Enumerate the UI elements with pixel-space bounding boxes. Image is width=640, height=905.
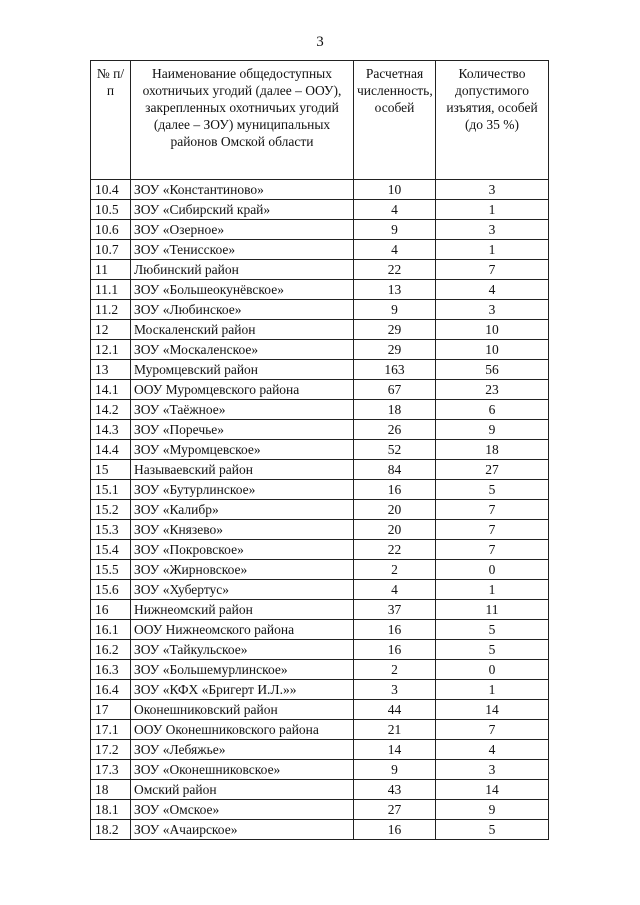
hunting-quota-table (90, 60, 549, 840)
row-estimated: 20 (354, 500, 436, 520)
row-name: ЗОУ «Покровское» (131, 540, 354, 560)
table-row (91, 580, 549, 600)
row-name: ЗОУ «Бутурлинское» (131, 480, 354, 500)
row-name: Любинский район (131, 260, 354, 280)
row-name: ЗОУ «Сибирский край» (131, 200, 354, 220)
table-row (91, 780, 549, 800)
row-name: ЗОУ «Тенисское» (131, 240, 354, 260)
table-row (91, 500, 549, 520)
row-number: 15.6 (91, 580, 131, 600)
row-number: 16.3 (91, 660, 131, 680)
row-estimated: 29 (354, 340, 436, 360)
row-quota: 5 (436, 640, 549, 660)
row-quota: 0 (436, 660, 549, 680)
row-number: 15.3 (91, 520, 131, 540)
row-name: ЗОУ «Любинское» (131, 300, 354, 320)
table-row (91, 360, 549, 380)
table-row (91, 720, 549, 740)
row-name: ООУ Нижнеомского района (131, 620, 354, 640)
table-row (91, 480, 549, 500)
header-estimated: Расчетная численность, особей (354, 61, 436, 180)
table-row (91, 180, 549, 200)
row-quota: 5 (436, 620, 549, 640)
row-name: ЗОУ «Озерное» (131, 220, 354, 240)
row-quota: 1 (436, 200, 549, 220)
table-row (91, 760, 549, 780)
row-name: ЗОУ «Князево» (131, 520, 354, 540)
row-quota: 23 (436, 380, 549, 400)
row-quota: 3 (436, 760, 549, 780)
table-row (91, 460, 549, 480)
row-quota: 3 (436, 300, 549, 320)
row-quota: 14 (436, 780, 549, 800)
row-number: 17.2 (91, 740, 131, 760)
table-row (91, 660, 549, 680)
row-estimated: 16 (354, 620, 436, 640)
row-number: 13 (91, 360, 131, 380)
table-row (91, 800, 549, 820)
row-name: Называевский район (131, 460, 354, 480)
table-row (91, 300, 549, 320)
page-number: 3 (316, 34, 324, 50)
row-estimated: 26 (354, 420, 436, 440)
row-quota: 7 (436, 500, 549, 520)
table-row (91, 400, 549, 420)
row-estimated: 2 (354, 660, 436, 680)
table-row (91, 640, 549, 660)
row-name: ЗОУ «КФХ «Бригерт И.Л.»» (131, 680, 354, 700)
row-number: 18 (91, 780, 131, 800)
row-name: ЗОУ «Тайкульское» (131, 640, 354, 660)
row-number: 15.2 (91, 500, 131, 520)
row-number: 14.3 (91, 420, 131, 440)
row-quota: 27 (436, 460, 549, 480)
row-quota: 4 (436, 740, 549, 760)
row-name: ЗОУ «Большеокунёвское» (131, 280, 354, 300)
row-quota: 0 (436, 560, 549, 580)
row-quota: 9 (436, 420, 549, 440)
row-quota: 6 (436, 400, 549, 420)
row-name: Омский район (131, 780, 354, 800)
row-estimated: 4 (354, 240, 436, 260)
row-estimated: 16 (354, 480, 436, 500)
row-name: Москаленский район (131, 320, 354, 340)
row-name: ЗОУ «Омское» (131, 800, 354, 820)
row-estimated: 22 (354, 260, 436, 280)
table-row (91, 240, 549, 260)
row-quota: 5 (436, 820, 549, 840)
row-name: ЗОУ «Хубертус» (131, 580, 354, 600)
row-estimated: 37 (354, 600, 436, 620)
row-number: 16.2 (91, 640, 131, 660)
table-row (91, 520, 549, 540)
row-number: 10.7 (91, 240, 131, 260)
table-row (91, 220, 549, 240)
row-estimated: 13 (354, 280, 436, 300)
row-name: Оконешниковский район (131, 700, 354, 720)
row-number: 18.1 (91, 800, 131, 820)
table-row (91, 260, 549, 280)
row-number: 14.1 (91, 380, 131, 400)
row-estimated: 163 (354, 360, 436, 380)
table-row (91, 320, 549, 340)
row-estimated: 3 (354, 680, 436, 700)
row-name: ЗОУ «Лебяжье» (131, 740, 354, 760)
row-name: ЗОУ «Таёжное» (131, 400, 354, 420)
table-row (91, 280, 549, 300)
row-estimated: 22 (354, 540, 436, 560)
row-estimated: 10 (354, 180, 436, 200)
row-estimated: 44 (354, 700, 436, 720)
row-estimated: 14 (354, 740, 436, 760)
row-number: 12 (91, 320, 131, 340)
row-number: 15 (91, 460, 131, 480)
row-number: 14.4 (91, 440, 131, 460)
row-number: 16 (91, 600, 131, 620)
header-num: № п/п (91, 61, 131, 180)
row-quota: 7 (436, 520, 549, 540)
table-row (91, 680, 549, 700)
row-quota: 18 (436, 440, 549, 460)
row-name: ЗОУ «Поречье» (131, 420, 354, 440)
header-quota: Количество допустимого изъятия, особей (до 35 %) (436, 61, 549, 180)
table-row (91, 420, 549, 440)
row-estimated: 18 (354, 400, 436, 420)
table-row (91, 740, 549, 760)
table-row (91, 540, 549, 560)
row-quota: 1 (436, 240, 549, 260)
row-name: ЗОУ «Ачаирское» (131, 820, 354, 840)
row-quota: 11 (436, 600, 549, 620)
row-quota: 3 (436, 180, 549, 200)
row-estimated: 29 (354, 320, 436, 340)
row-number: 11.1 (91, 280, 131, 300)
row-estimated: 27 (354, 800, 436, 820)
table-row (91, 700, 549, 720)
row-number: 12.1 (91, 340, 131, 360)
row-quota: 9 (436, 800, 549, 820)
table-row (91, 560, 549, 580)
row-number: 10.6 (91, 220, 131, 240)
table-row (91, 340, 549, 360)
table-body (91, 180, 549, 840)
row-name: ЗОУ «Константиново» (131, 180, 354, 200)
row-name: Нижнеомский район (131, 600, 354, 620)
row-quota: 3 (436, 220, 549, 240)
row-quota: 7 (436, 540, 549, 560)
row-estimated: 43 (354, 780, 436, 800)
row-number: 15.4 (91, 540, 131, 560)
row-estimated: 9 (354, 220, 436, 240)
row-name: ЗОУ «Жирновское» (131, 560, 354, 580)
table-header-row (91, 61, 549, 180)
row-number: 16.4 (91, 680, 131, 700)
table-row (91, 600, 549, 620)
row-quota: 7 (436, 260, 549, 280)
row-estimated: 16 (354, 820, 436, 840)
row-estimated: 4 (354, 580, 436, 600)
header-name: Наименование общедоступных охотничьих угодий (далее – ООУ), закрепленных охотничьих угодий (далее – ЗОУ) муниципальных районов Омской области (131, 61, 354, 180)
row-number: 15.1 (91, 480, 131, 500)
row-name: Муромцевский район (131, 360, 354, 380)
row-estimated: 84 (354, 460, 436, 480)
row-estimated: 9 (354, 760, 436, 780)
row-name: ЗОУ «Муромцевское» (131, 440, 354, 460)
table-row (91, 200, 549, 220)
row-number: 11 (91, 260, 131, 280)
row-quota: 5 (436, 480, 549, 500)
row-number: 17.3 (91, 760, 131, 780)
row-number: 14.2 (91, 400, 131, 420)
row-estimated: 2 (354, 560, 436, 580)
table-row (91, 620, 549, 640)
row-name: ЗОУ «Большемурлинское» (131, 660, 354, 680)
row-estimated: 4 (354, 200, 436, 220)
row-number: 16.1 (91, 620, 131, 640)
row-quota: 14 (436, 700, 549, 720)
table-row (91, 440, 549, 460)
row-number: 15.5 (91, 560, 131, 580)
row-estimated: 67 (354, 380, 436, 400)
row-estimated: 16 (354, 640, 436, 660)
table-row (91, 820, 549, 840)
row-name: ЗОУ «Калибр» (131, 500, 354, 520)
row-quota: 1 (436, 680, 549, 700)
row-name: ООУ Оконешниковского района (131, 720, 354, 740)
row-number: 11.2 (91, 300, 131, 320)
row-number: 18.2 (91, 820, 131, 840)
row-quota: 4 (436, 280, 549, 300)
row-quota: 7 (436, 720, 549, 740)
row-quota: 10 (436, 340, 549, 360)
row-estimated: 20 (354, 520, 436, 540)
row-quota: 56 (436, 360, 549, 380)
row-quota: 10 (436, 320, 549, 340)
row-estimated: 52 (354, 440, 436, 460)
row-name: ЗОУ «Оконешниковское» (131, 760, 354, 780)
row-number: 10.4 (91, 180, 131, 200)
row-estimated: 9 (354, 300, 436, 320)
table-row (91, 380, 549, 400)
row-name: ООУ Муромцевского района (131, 380, 354, 400)
row-quota: 1 (436, 580, 549, 600)
row-name: ЗОУ «Москаленское» (131, 340, 354, 360)
row-estimated: 21 (354, 720, 436, 740)
row-number: 17 (91, 700, 131, 720)
row-number: 10.5 (91, 200, 131, 220)
row-number: 17.1 (91, 720, 131, 740)
